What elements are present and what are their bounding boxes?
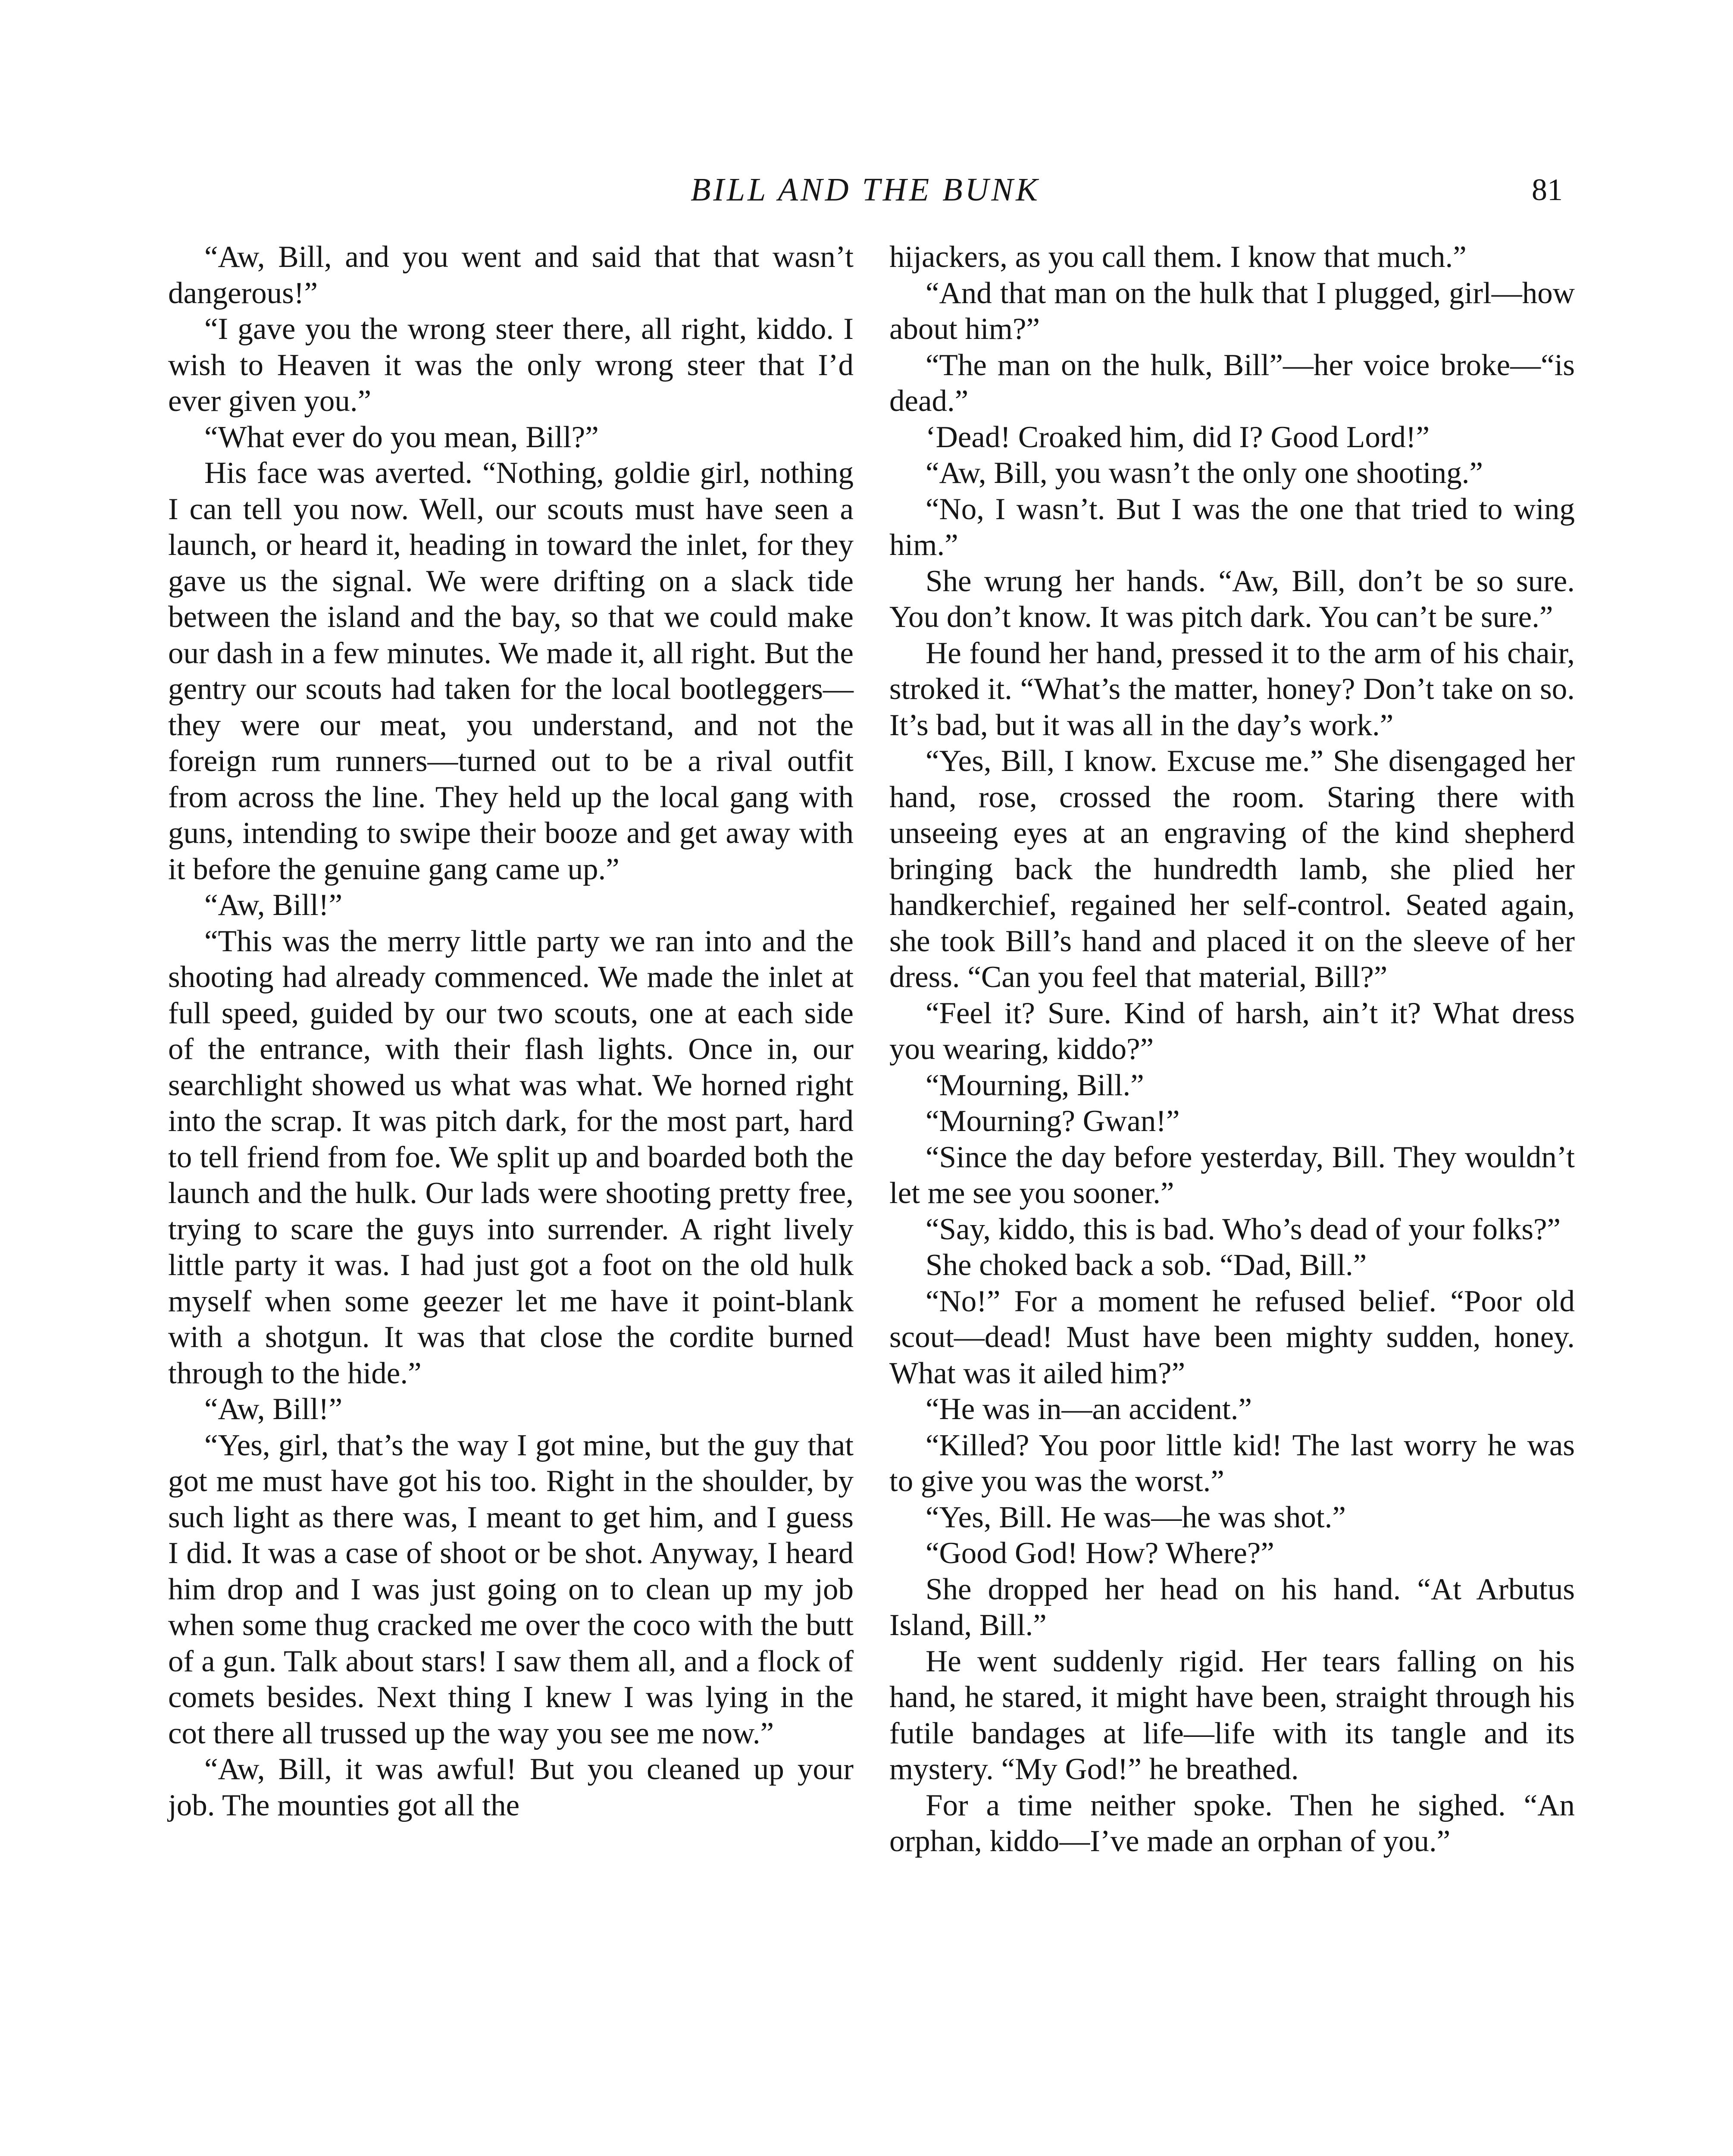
paragraph: “What ever do you mean, Bill?”	[204, 420, 599, 454]
paragraph: “Aw, Bill, it was awful! But you cleaned up your job. The mounties got all the	[168, 1752, 854, 1822]
paragraph: “Good God! How? Where?”	[926, 1536, 1274, 1570]
paragraph: “Since the day before yesterday, Bill. They wouldn’t let me see you sooner.”	[889, 1140, 1575, 1210]
paragraph: “Yes, Bill. He was—he was shot.”	[926, 1500, 1346, 1534]
paragraph: “Killed? You poor little kid! The last worry he was to give you was the worst.”	[889, 1428, 1575, 1498]
left-column	[168, 239, 854, 1824]
paragraph: “Aw, Bill, and you went and said that that wasn’t dangerous!”	[168, 240, 854, 310]
paragraph: She wrung her hands. “Aw, Bill, don’t be so sure. You don’t know. It was pitch dark. You can’t be sure.”	[889, 564, 1575, 634]
right-column	[889, 239, 1575, 1860]
paragraph: He found her hand, pressed it to the arm of his chair, stroked it. “What’s the matter, honey? Don’t take on so. It’s bad, but it was all in the day’s work.”	[889, 636, 1575, 742]
paragraph: “The man on the hulk, Bill”—her voice broke—“is dead.”	[889, 348, 1575, 418]
paragraph: “Aw, Bill, you wasn’t the only one shooting.”	[926, 456, 1483, 490]
paragraph: “Aw, Bill!”	[204, 1392, 343, 1426]
paragraph: ‘Dead! Croaked him, did I? Good Lord!”	[926, 420, 1430, 454]
continued-paragraph: hijackers, as you call them. I know that much.”	[889, 240, 1467, 274]
paragraph: “I gave you the wrong steer there, all right, kiddo. I wish to Heaven it was the only wrong steer that I’d ever given you.”	[168, 312, 854, 418]
paragraph: “Aw, Bill!”	[204, 888, 343, 922]
paragraph: “And that man on the hulk that I plugged, girl—how about him?”	[889, 276, 1575, 346]
paragraph: “Yes, Bill, I know. Excuse me.” She disengaged her hand, rose, crossed the room. Staring there with unseeing eyes at an engraving of the kind shepherd bringing back the hundredth lamb, she plied her handkerchief, regained her self-control. Seated again, she took Bill’s hand and placed it on the sleeve of her dress. “Can you feel that material, Bill?”	[889, 744, 1575, 994]
paragraph: “He was in—an accident.”	[926, 1392, 1252, 1426]
paragraph: “This was the merry little party we ran into and the shooting had already commenced. We made the inlet at full speed, guided by our two scouts, one at each side of the entrance, with their flash lights. Once in, our searchlight showed us what was what. We horned right into the scrap. It was pitch dark, for the most part, hard to tell friend from foe. We split up and boarded both the launch and the hulk. Our lads were shooting pretty free, trying to scare the guys into surrender. A right lively little party it was. I had just got a foot on the old hulk myself when some geezer let me have it point-blank with a shotgun. It was that close the cordite burned through to the hide.”	[168, 924, 854, 1390]
paragraph: “Say, kiddo, this is bad. Who’s dead of your folks?”	[926, 1212, 1561, 1246]
paragraph: “No!” For a moment he refused belief. “Poor old scout—dead! Must have been mighty sudden, honey. What was it ailed him?”	[889, 1284, 1575, 1390]
paragraph: “Yes, girl, that’s the way I got mine, but the guy that got me must have got his too. Right in the shoulder, by such light as there was, I meant to get him, and I guess I did. It was a case of shoot or be shot. Anyway, I heard him drop and I was just going on to clean up my job when some thug cracked me over the coco with the butt of a gun. Talk about stars! I saw them all, and a flock of comets besides. Next thing I knew I was lying in the cot there all trussed up the way you see me now.”	[168, 1428, 854, 1750]
paragraph: She choked back a sob. “Dad, Bill.”	[926, 1248, 1367, 1282]
paragraph: “Mourning? Gwan!”	[926, 1104, 1180, 1138]
paragraph: For a time neither spoke. Then he sighed. “An orphan, kiddo—I’ve made an orphan of you.”	[889, 1788, 1575, 1858]
paragraph: “No, I wasn’t. But I was the one that tried to wing him.”	[889, 492, 1575, 562]
paragraph: “Mourning, Bill.”	[926, 1068, 1144, 1102]
page-header	[168, 166, 1563, 213]
paragraph: She dropped her head on his hand. “At Arbutus Island, Bill.”	[889, 1572, 1575, 1642]
paragraph: His face was averted. “Nothing, goldie girl, nothing I can tell you now. Well, our scouts must have seen a launch, or heard it, heading in toward the inlet, for they gave us the signal. We were drifting on a slack tide between the island and the bay, so that we could make our dash in a few minutes. We made it, all right. But the gentry our scouts had taken for the local bootleggers—they were our meat, you understand, and not the foreign rum runners—turned out to be a rival outfit from across the line. They held up the local gang with guns, intending to swipe their booze and get away with it before the genuine gang came up.”	[168, 456, 854, 886]
page-number: 81	[1532, 172, 1563, 207]
paragraph: He went suddenly rigid. Her tears falling on his hand, he stared, it might have been, straight through his futile bandages at life—life with its tangle and its mystery. “My God!” he breathed.	[889, 1644, 1575, 1786]
running-title: BILL AND THE BUNK	[691, 172, 1040, 208]
paragraph: “Feel it? Sure. Kind of harsh, ain’t it? What dress you wearing, kiddo?”	[889, 996, 1575, 1066]
